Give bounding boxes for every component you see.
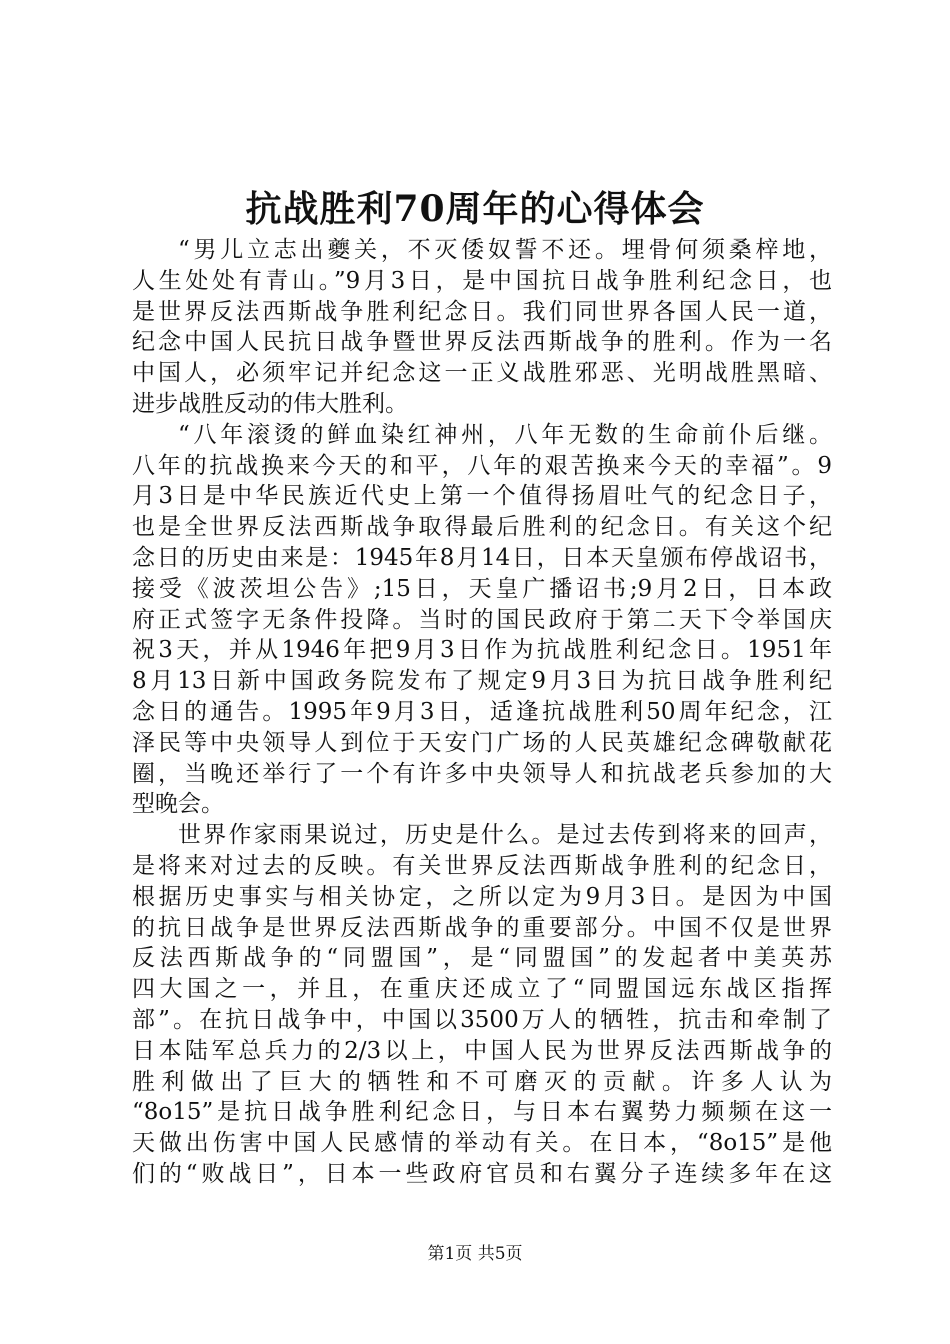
text-line: 天做出伤害中国人民感情的举动有关。在日本，“8o15”是他 (132, 1130, 832, 1157)
text-line: 月3日是中华民族近代史上第一个值得扬眉吐气的纪念日子， (132, 483, 832, 510)
text-line: 接受《波茨坦公告》;15日，天皇广播诏书;9月2日，日本政 (132, 575, 832, 602)
text-line: 日本陆军总兵力的2/3以上，中国人民为世界反法西斯战争的 (132, 1037, 832, 1064)
text-line: 胜利做出了巨大的牺牲和不可磨灭的贡献。许多人认为 (132, 1068, 832, 1095)
text-line: 进步战胜反动的伟大胜利。 (132, 390, 408, 417)
text-line: 8月13日新中国政务院发布了规定9月3日为抗日战争胜利纪 (132, 668, 832, 695)
text-line: 府正式签字无条件投降。当时的国民政府于第二天下令举国庆 (132, 606, 832, 633)
text-line: “男儿立志出夔关，不灭倭奴誓不还。埋骨何须桑梓地， (178, 237, 832, 263)
document-title: 抗战胜利70周年的心得体会 (245, 188, 705, 230)
text-line: “八年滚烫的鲜血染红神州，八年无数的生命前仆后继。 (178, 421, 832, 448)
paragraph-3 (132, 820, 832, 1190)
text-line: 泽民等中央领导人到位于天安门广场的人民英雄纪念碑敬献花 (132, 729, 832, 756)
text-line: 也是全世界反法西斯战争取得最后胜利的纪念日。有关这个纪 (132, 514, 832, 541)
text-line: 圈，当晚还举行了一个有许多中央领导人和抗战老兵参加的大 (132, 760, 832, 787)
text-line: 念日的历史由来是：1945年8月14日，日本天皇颁布停战诏书， (132, 544, 832, 571)
text-line: 们的“败战日”，日本一些政府官员和右翼分子连续多年在这 (132, 1160, 832, 1187)
text-line: 型晚会。 (132, 791, 224, 818)
text-line: 祝3天，并从1946年把9月3日作为抗战胜利纪念日。1951年 (132, 637, 832, 664)
text-line: 反法西斯战争的“同盟国”，是“同盟国”的发起者中美英苏 (132, 945, 832, 972)
page-number-footer: 第1页 共5页 (427, 1244, 523, 1264)
text-line: 世界作家雨果说过，历史是什么。是过去传到将来的回声， (178, 822, 832, 849)
text-line: 八年的抗战换来今天的和平，八年的艰苦换来今天的幸福”。9 (132, 452, 832, 479)
text-line: 是将来对过去的反映。有关世界反法西斯战争胜利的纪念日， (132, 852, 832, 879)
text-line: 根据历史事实与相关协定，之所以定为9月3日。是因为中国 (132, 883, 832, 910)
document-body (132, 235, 832, 1190)
text-line: 部”。在抗日战争中，中国以3500万人的牺牲，抗击和牵制了 (132, 1006, 832, 1033)
paragraph-2 (132, 420, 832, 820)
text-line: 四大国之一，并且，在重庆还成立了“同盟国远东战区指挥 (132, 976, 832, 1003)
text-line: 纪念中国人民抗日战争暨世界反法西斯战争的胜利。作为一名 (132, 329, 832, 356)
text-line: “8o15”是抗日战争胜利纪念日，与日本右翼势力频频在这一 (132, 1099, 832, 1126)
text-line: 的抗日战争是世界反法西斯战争的重要部分。中国不仅是世界 (132, 914, 832, 941)
paragraph-1 (132, 235, 832, 420)
text-line: 是世界反法西斯战争胜利纪念日。我们同世界各国人民一道， (132, 298, 832, 325)
text-line: 人生处处有青山。”9月3日，是中国抗日战争胜利纪念日，也 (132, 267, 832, 294)
text-line: 中国人，必须牢记并纪念这一正义战胜邪恶、光明战胜黑暗、 (132, 360, 832, 387)
text-line: 念日的通告。1995年9月3日，适逢抗战胜利50周年纪念，江 (132, 698, 832, 725)
